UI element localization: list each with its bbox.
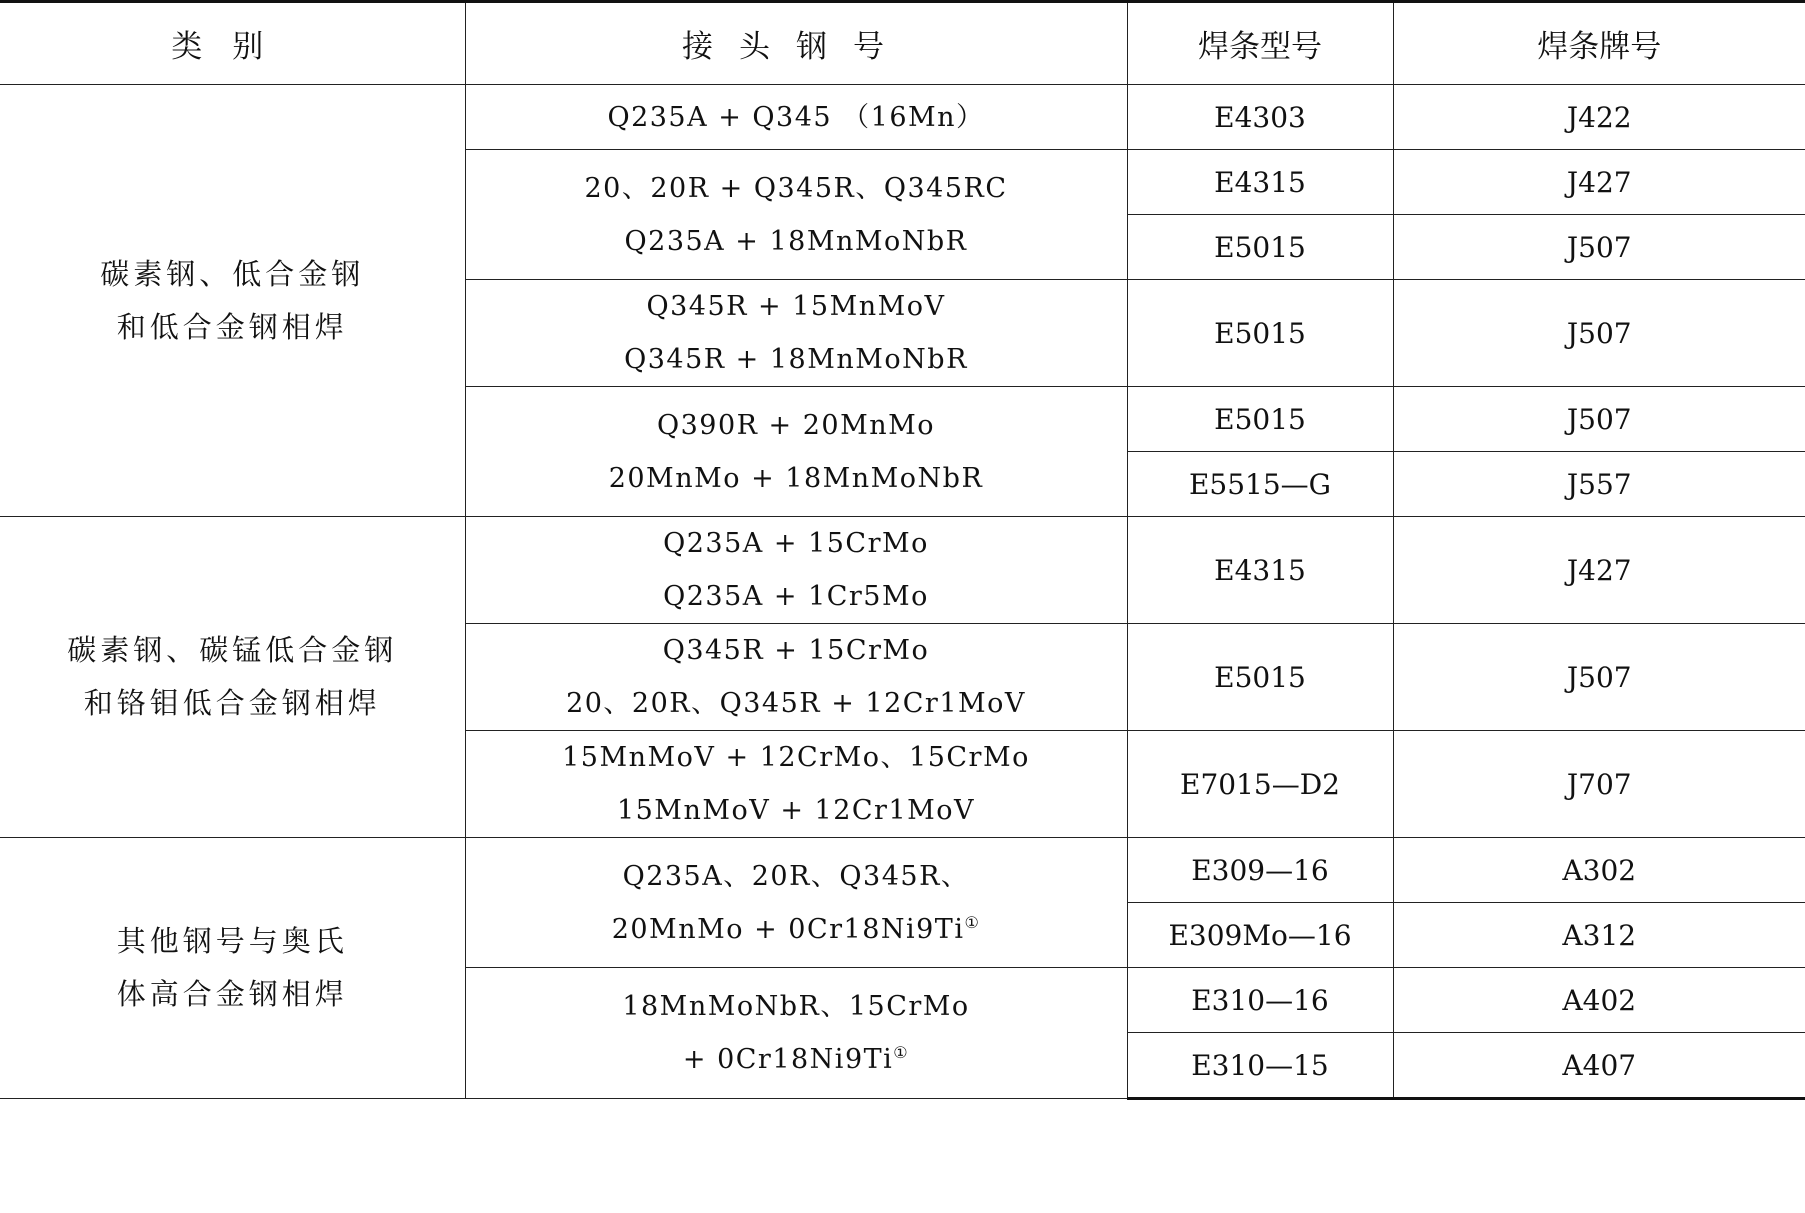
electrode-model-cell: E7015—D2 (1127, 731, 1393, 838)
category-cell (0, 838, 465, 1099)
joint-line-text: 20MnMo + 0Cr18Ni9Ti (611, 913, 965, 945)
header-joint-steel: 接头钢号 (465, 2, 1127, 85)
electrode-model-cell: E5515—G (1127, 452, 1393, 517)
joint-steel-cell (465, 731, 1127, 838)
header-electrode-brand: 焊条牌号 (1393, 2, 1805, 85)
header-row (0, 2, 1805, 85)
electrode-brand-cell: J507 (1393, 215, 1805, 280)
joint-steel-cell (465, 968, 1127, 1099)
electrode-model-cell: E309—16 (1127, 838, 1393, 903)
electrode-model-cell: E5015 (1127, 624, 1393, 731)
electrode-brand-cell: J557 (1393, 452, 1805, 517)
category-cell (0, 85, 465, 517)
joint-line (466, 903, 1127, 956)
header-category: 类别 (0, 2, 465, 85)
joint-steel-cell (465, 838, 1127, 968)
category-line: 碳素钢、低合金钢 (100, 256, 365, 291)
electrode-model-cell: E309Mo—16 (1127, 903, 1393, 968)
header-electrode-model: 焊条型号 (1127, 2, 1393, 85)
joint-steel-cell (465, 624, 1127, 731)
electrode-model-cell: E310—16 (1127, 968, 1393, 1033)
joint-line: 20MnMo + 18MnMoNbR (608, 462, 984, 494)
joint-line: 15MnMoV + 12CrMo、15CrMo (562, 742, 1030, 773)
electrode-brand-cell: J427 (1393, 517, 1805, 624)
joint-line: Q235A、20R、Q345R、 (622, 860, 970, 892)
electrode-brand-cell: J507 (1393, 387, 1805, 452)
joint-line: Q235A + 18MnMoNbR (624, 225, 968, 257)
electrode-model-cell: E4303 (1127, 85, 1393, 150)
category-cell (0, 517, 465, 838)
electrode-brand-cell: J707 (1393, 731, 1805, 838)
category-line: 碳素钢、碳锰低合金钢 (67, 633, 398, 667)
joint-line-text: + 0Cr18Ni9Ti (682, 1044, 894, 1075)
joint-steel-cell (465, 150, 1127, 280)
electrode-model-cell: E310—15 (1127, 1033, 1393, 1099)
joint-line: 18MnMoNbR、15CrMo (622, 991, 970, 1022)
joint-steel-cell (465, 280, 1127, 387)
joint-steel-cell (465, 85, 1127, 150)
electrode-model-cell: E5015 (1127, 280, 1393, 387)
electrode-model-cell: E5015 (1127, 387, 1393, 452)
joint-line: Q235A + Q345 （16Mn） (607, 101, 985, 133)
joint-line: Q390R + 20MnMo (656, 409, 936, 441)
footnote-mark: ① (964, 912, 981, 932)
joint-line: Q345R + 15MnMoV (646, 291, 946, 322)
electrode-brand-cell: A402 (1393, 968, 1805, 1033)
joint-line (466, 1033, 1127, 1086)
joint-line: Q345R + 18MnMoNbR (624, 344, 968, 375)
joint-steel-cell (465, 517, 1127, 624)
electrode-brand-cell: J422 (1393, 85, 1805, 150)
joint-line: 20、20R + Q345R、Q345RC (584, 172, 1008, 204)
table-row (0, 85, 1805, 150)
joint-line: 15MnMoV + 12Cr1MoV (616, 795, 976, 826)
category-line: 其他钢号与奥氏 (116, 924, 348, 958)
footnote-mark: ① (893, 1043, 910, 1062)
electrode-model-cell: E5015 (1127, 215, 1393, 280)
joint-line: 20、20R、Q345R + 12Cr1MoV (566, 688, 1026, 719)
electrode-brand-cell: J507 (1393, 624, 1805, 731)
category-line: 和低合金钢相焊 (116, 309, 348, 344)
joint-line: Q235A + 1Cr5Mo (663, 581, 929, 612)
electrode-brand-cell: A302 (1393, 838, 1805, 903)
table-row (0, 838, 1805, 903)
electrode-model-cell: E4315 (1127, 150, 1393, 215)
electrode-model-cell: E4315 (1127, 517, 1393, 624)
electrode-brand-cell: J507 (1393, 280, 1805, 387)
joint-steel-cell (465, 387, 1127, 517)
electrode-brand-cell: A407 (1393, 1033, 1805, 1099)
category-line: 和铬钼低合金钢相焊 (83, 686, 381, 720)
joint-line: Q345R + 15CrMo (662, 635, 930, 666)
electrode-brand-cell: A312 (1393, 903, 1805, 968)
category-line: 体高合金钢相焊 (116, 977, 348, 1011)
electrode-brand-cell: J427 (1393, 150, 1805, 215)
joint-line: Q235A + 15CrMo (663, 528, 929, 559)
